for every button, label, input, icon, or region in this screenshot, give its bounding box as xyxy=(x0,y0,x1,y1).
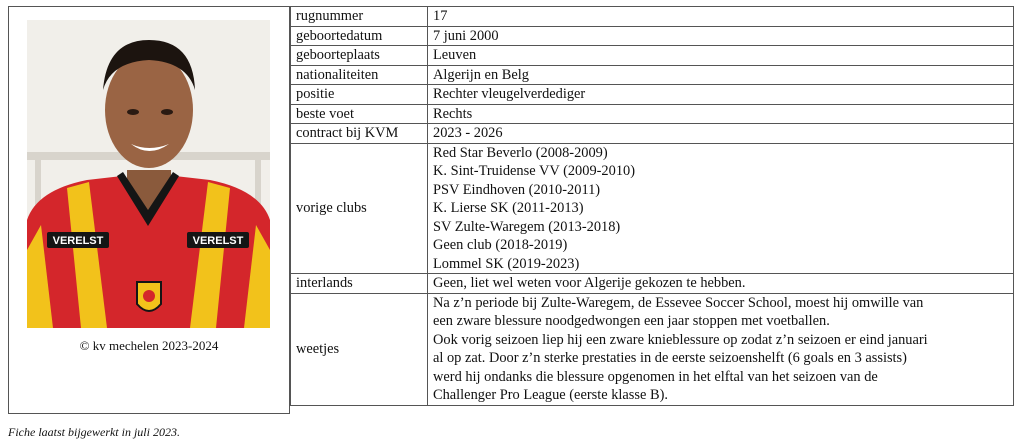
club-item: Lommel SK (2019-2023) xyxy=(433,255,580,272)
player-illustration xyxy=(27,20,270,328)
club-item: PSV Eindhoven (2010-2011) xyxy=(433,181,601,198)
clubs-list xyxy=(428,143,1014,274)
row-value: 7 juni 2000 xyxy=(428,26,1014,46)
table-row-weetjes xyxy=(291,293,1014,405)
photo-caption: © kv mechelen 2023-2024 xyxy=(79,338,219,353)
row-label: positie xyxy=(291,85,428,105)
row-value: Rechter vleugelverdediger xyxy=(428,85,1014,105)
club-item: K. Sint-Truidense VV (2009-2010) xyxy=(433,163,636,179)
table-row xyxy=(291,65,1014,85)
club-item: SV Zulte-Waregem (2013-2018) xyxy=(433,218,621,235)
interlands-value: Geen, liet wel weten voor Algerije gekozen te hebben. xyxy=(428,274,1014,294)
club-item: Red Star Beverlo (2008-2009) xyxy=(433,144,608,161)
row-label: geboortedatum xyxy=(291,26,428,46)
table-row xyxy=(291,7,1014,27)
shirt-sponsor-right: VERELST xyxy=(192,235,244,247)
row-value: Leuven xyxy=(428,46,1014,66)
weetjes-line: werd hij ondanks die blessure opgenomen in het elftal van het seizoen van de xyxy=(433,368,878,385)
player-photo xyxy=(27,20,270,328)
table-row xyxy=(291,124,1014,144)
club-item: Geen club (2018-2019) xyxy=(433,237,568,253)
row-value: 17 xyxy=(428,7,1014,27)
table-row xyxy=(291,46,1014,66)
table-row xyxy=(291,26,1014,46)
weetjes-line: een zware blessure noodgedwongen een jaar stoppen met voetballen. xyxy=(433,313,830,329)
weetjes-text xyxy=(428,293,1014,405)
row-value: Algerijn en Belg xyxy=(428,65,1014,85)
table-row xyxy=(291,85,1014,105)
weetjes-line: Ook vorig seizoen liep hij een zware knieblessure op zodat z’n seizoen er eind januari xyxy=(433,331,928,348)
row-label: beste voet xyxy=(291,104,428,124)
weetjes-line: al op zat. Door z’n sterke prestaties in de eerste seizoenshelft (6 goals en 3 assists) xyxy=(433,350,907,366)
table-row-interlands xyxy=(291,274,1014,294)
row-label: geboorteplaats xyxy=(291,46,428,66)
row-value: 2023 - 2026 xyxy=(428,124,1014,144)
table-row xyxy=(291,104,1014,124)
weetjes-line: Challenger Pro League (eerste klasse B). xyxy=(433,387,668,403)
club-item: K. Lierse SK (2011-2013) xyxy=(433,200,584,216)
clubs-label: vorige clubs xyxy=(291,143,428,274)
interlands-label: interlands xyxy=(291,274,428,294)
row-label: rugnummer xyxy=(291,7,428,27)
shirt-sponsor-left: VERELST xyxy=(52,235,104,247)
row-label: contract bij KVM xyxy=(291,124,428,144)
footnote: Fiche laatst bijgewerkt in juli 2023. xyxy=(8,425,180,439)
player-info-table xyxy=(290,6,1014,406)
table-row-clubs xyxy=(291,143,1014,274)
row-value: Rechts xyxy=(428,104,1014,124)
weetjes-label: weetjes xyxy=(291,293,428,405)
weetjes-line: Na z’n periode bij Zulte-Waregem, de Essevee Soccer School, moest hij omwille van xyxy=(433,294,924,311)
row-label: nationaliteiten xyxy=(291,65,428,85)
